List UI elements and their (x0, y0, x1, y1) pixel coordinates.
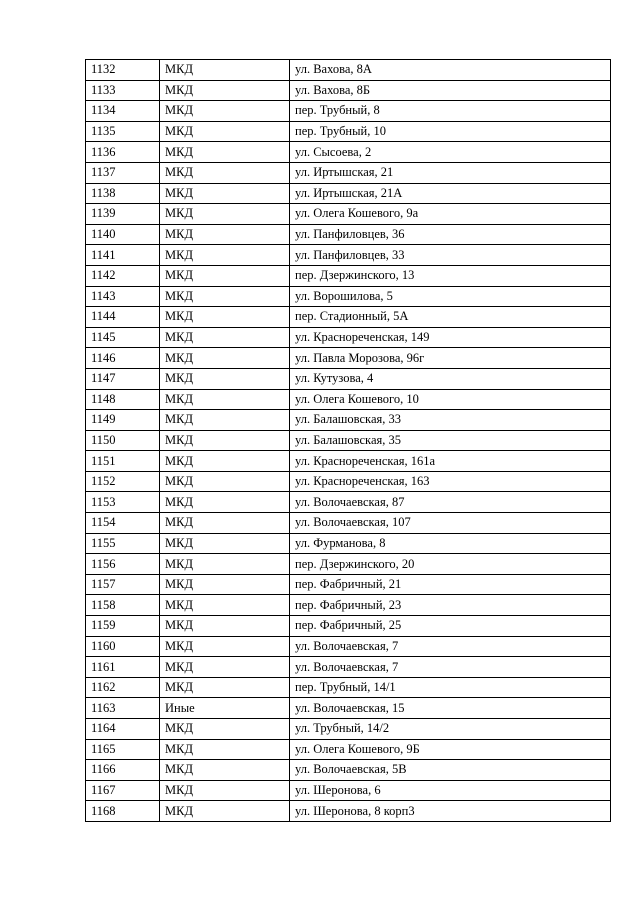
row-number-cell: 1146 (86, 348, 160, 369)
table-row (86, 719, 611, 740)
table-row (86, 410, 611, 431)
row-number-cell: 1136 (86, 142, 160, 163)
row-number-cell: 1138 (86, 183, 160, 204)
table-row (86, 595, 611, 616)
address-cell: пер. Трубный, 8 (290, 101, 611, 122)
row-number-cell: 1147 (86, 368, 160, 389)
address-cell: ул. Фурманова, 8 (290, 533, 611, 554)
row-number-cell: 1148 (86, 389, 160, 410)
address-cell: ул. Краснореченская, 161а (290, 451, 611, 472)
object-type-cell: МКД (160, 801, 290, 822)
address-cell: ул. Волочаевская, 7 (290, 657, 611, 678)
address-cell: ул. Олега Кошевого, 9а (290, 204, 611, 225)
object-type-cell: МКД (160, 760, 290, 781)
table-row (86, 224, 611, 245)
address-cell: ул. Иртышская, 21А (290, 183, 611, 204)
address-cell: ул. Иртышская, 21 (290, 162, 611, 183)
table-row (86, 286, 611, 307)
table-row (86, 513, 611, 534)
row-number-cell: 1144 (86, 307, 160, 328)
row-number-cell: 1143 (86, 286, 160, 307)
address-cell: пер. Трубный, 10 (290, 121, 611, 142)
address-cell: пер. Стадионный, 5А (290, 307, 611, 328)
table-row (86, 245, 611, 266)
row-number-cell: 1132 (86, 60, 160, 81)
address-table (85, 59, 611, 822)
object-type-cell: МКД (160, 554, 290, 575)
row-number-cell: 1149 (86, 410, 160, 431)
address-cell: ул. Шеронова, 6 (290, 780, 611, 801)
row-number-cell: 1140 (86, 224, 160, 245)
table-row (86, 780, 611, 801)
address-cell: ул. Балашовская, 33 (290, 410, 611, 431)
address-cell: ул. Трубный, 14/2 (290, 719, 611, 740)
table-row (86, 183, 611, 204)
table-row (86, 60, 611, 81)
object-type-cell: МКД (160, 307, 290, 328)
object-type-cell: МКД (160, 677, 290, 698)
address-cell: ул. Панфиловцев, 36 (290, 224, 611, 245)
table-row (86, 698, 611, 719)
address-cell: ул. Балашовская, 35 (290, 430, 611, 451)
address-cell: ул. Волочаевская, 107 (290, 513, 611, 534)
table-row (86, 204, 611, 225)
row-number-cell: 1160 (86, 636, 160, 657)
address-cell: ул. Сысоева, 2 (290, 142, 611, 163)
table-row (86, 327, 611, 348)
table-row (86, 389, 611, 410)
table-row (86, 554, 611, 575)
row-number-cell: 1166 (86, 760, 160, 781)
address-cell: ул. Волочаевская, 5В (290, 760, 611, 781)
object-type-cell: МКД (160, 719, 290, 740)
row-number-cell: 1145 (86, 327, 160, 348)
address-cell: пер. Фабричный, 23 (290, 595, 611, 616)
object-type-cell: МКД (160, 224, 290, 245)
row-number-cell: 1153 (86, 492, 160, 513)
object-type-cell: МКД (160, 265, 290, 286)
object-type-cell: МКД (160, 162, 290, 183)
address-cell: ул. Шеронова, 8 корп3 (290, 801, 611, 822)
object-type-cell: МКД (160, 780, 290, 801)
row-number-cell: 1156 (86, 554, 160, 575)
row-number-cell: 1154 (86, 513, 160, 534)
address-cell: ул. Волочаевская, 87 (290, 492, 611, 513)
object-type-cell: МКД (160, 657, 290, 678)
address-cell: ул. Вахова, 8А (290, 60, 611, 81)
address-cell: ул. Краснореченская, 149 (290, 327, 611, 348)
object-type-cell: МКД (160, 513, 290, 534)
object-type-cell: МКД (160, 492, 290, 513)
row-number-cell: 1158 (86, 595, 160, 616)
object-type-cell: МКД (160, 595, 290, 616)
table-row (86, 760, 611, 781)
table-row (86, 739, 611, 760)
table-row (86, 657, 611, 678)
object-type-cell: МКД (160, 348, 290, 369)
object-type-cell: МКД (160, 121, 290, 142)
object-type-cell: МКД (160, 533, 290, 554)
address-cell: пер. Трубный, 14/1 (290, 677, 611, 698)
object-type-cell: МКД (160, 80, 290, 101)
table-row (86, 307, 611, 328)
address-cell: ул. Волочаевская, 7 (290, 636, 611, 657)
row-number-cell: 1161 (86, 657, 160, 678)
row-number-cell: 1135 (86, 121, 160, 142)
row-number-cell: 1159 (86, 616, 160, 637)
address-cell: ул. Волочаевская, 15 (290, 698, 611, 719)
address-cell: пер. Фабричный, 21 (290, 574, 611, 595)
table-row (86, 471, 611, 492)
object-type-cell: МКД (160, 327, 290, 348)
table-row (86, 162, 611, 183)
object-type-cell: МКД (160, 142, 290, 163)
address-cell: ул. Кутузова, 4 (290, 368, 611, 389)
row-number-cell: 1163 (86, 698, 160, 719)
object-type-cell: МКД (160, 389, 290, 410)
row-number-cell: 1139 (86, 204, 160, 225)
row-number-cell: 1155 (86, 533, 160, 554)
object-type-cell: МКД (160, 410, 290, 431)
address-cell: ул. Панфиловцев, 33 (290, 245, 611, 266)
row-number-cell: 1133 (86, 80, 160, 101)
table-row (86, 80, 611, 101)
row-number-cell: 1151 (86, 451, 160, 472)
table-row (86, 492, 611, 513)
table-row (86, 616, 611, 637)
table-row (86, 101, 611, 122)
table-row (86, 677, 611, 698)
row-number-cell: 1150 (86, 430, 160, 451)
object-type-cell: МКД (160, 60, 290, 81)
object-type-cell: МКД (160, 451, 290, 472)
object-type-cell: МКД (160, 616, 290, 637)
row-number-cell: 1168 (86, 801, 160, 822)
object-type-cell: МКД (160, 471, 290, 492)
row-number-cell: 1165 (86, 739, 160, 760)
address-cell: ул. Ворошилова, 5 (290, 286, 611, 307)
object-type-cell: МКД (160, 183, 290, 204)
object-type-cell: МКД (160, 368, 290, 389)
table-row (86, 636, 611, 657)
row-number-cell: 1162 (86, 677, 160, 698)
table-row (86, 121, 611, 142)
table-row (86, 142, 611, 163)
table-row (86, 265, 611, 286)
address-cell: пер. Дзержинского, 20 (290, 554, 611, 575)
row-number-cell: 1157 (86, 574, 160, 595)
object-type-cell: МКД (160, 636, 290, 657)
object-type-cell: МКД (160, 245, 290, 266)
row-number-cell: 1152 (86, 471, 160, 492)
row-number-cell: 1134 (86, 101, 160, 122)
table-row (86, 801, 611, 822)
address-cell: ул. Вахова, 8Б (290, 80, 611, 101)
address-cell: пер. Дзержинского, 13 (290, 265, 611, 286)
table-body (86, 60, 611, 822)
address-cell: ул. Краснореченская, 163 (290, 471, 611, 492)
object-type-cell: МКД (160, 101, 290, 122)
object-type-cell: Иные (160, 698, 290, 719)
table-row (86, 533, 611, 554)
table-row (86, 348, 611, 369)
table-row (86, 574, 611, 595)
row-number-cell: 1141 (86, 245, 160, 266)
object-type-cell: МКД (160, 574, 290, 595)
table-row (86, 430, 611, 451)
address-cell: ул. Павла Морозова, 96г (290, 348, 611, 369)
object-type-cell: МКД (160, 739, 290, 760)
table-row (86, 368, 611, 389)
row-number-cell: 1167 (86, 780, 160, 801)
object-type-cell: МКД (160, 286, 290, 307)
object-type-cell: МКД (160, 204, 290, 225)
row-number-cell: 1164 (86, 719, 160, 740)
table-row (86, 451, 611, 472)
address-cell: пер. Фабричный, 25 (290, 616, 611, 637)
object-type-cell: МКД (160, 430, 290, 451)
address-cell: ул. Олега Кошевого, 9Б (290, 739, 611, 760)
address-cell: ул. Олега Кошевого, 10 (290, 389, 611, 410)
row-number-cell: 1137 (86, 162, 160, 183)
row-number-cell: 1142 (86, 265, 160, 286)
